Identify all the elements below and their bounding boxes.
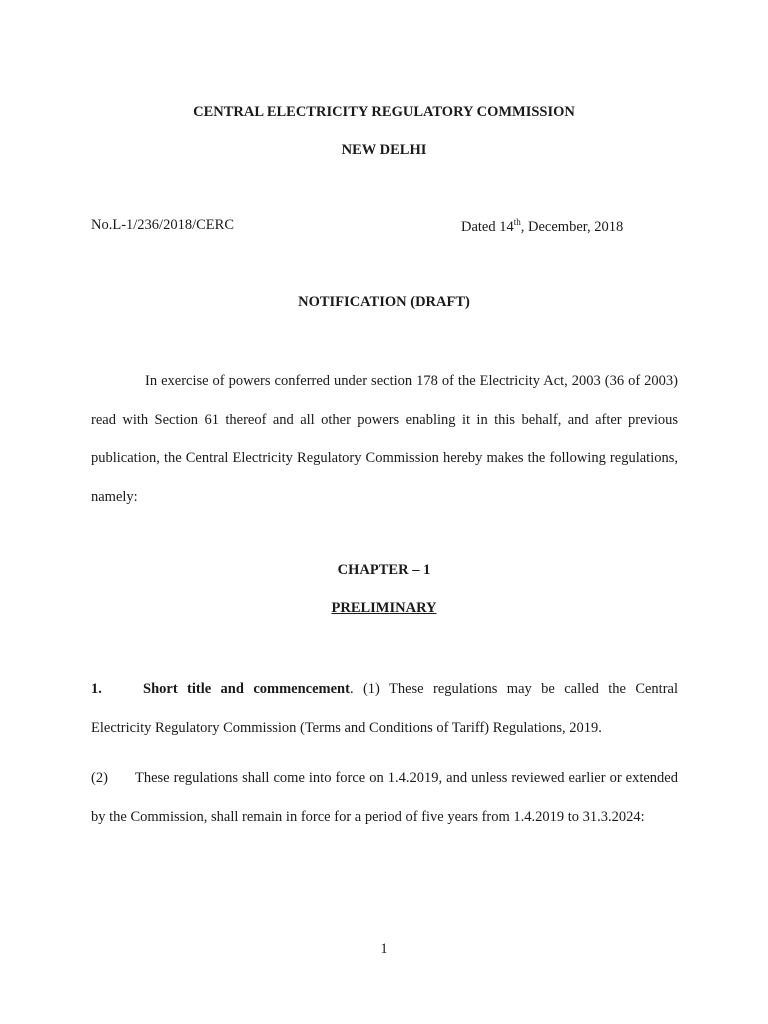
clause-1-text: . (1) These regulations may be called the Central Electricity Regulatory Commission (Terms and Conditions of Tariff) Regulations, 2019.	[91, 681, 678, 736]
section-1-paragraph	[91, 670, 678, 747]
clause-2-paragraph	[91, 759, 678, 836]
chapter-title: PRELIMINARY	[331, 600, 437, 616]
reference-number: No.L-1/236/2018/CERC	[91, 217, 234, 233]
chapter-number: CHAPTER – 1	[337, 562, 431, 578]
date-prefix: Dated 14	[461, 218, 514, 235]
clause-2-text: These regulations shall come into force on 1.4.2019, and unless reviewed earlier or extended by the Commission, shall remain in force for a period of five years from 1.4.2019 to 31.3.2024:	[91, 770, 678, 825]
preamble-paragraph: In exercise of powers conferred under section 178 of the Electricity Act, 2003 (36 of 2003) read with Section 61 thereof and all other powers enabling it in this behalf, and after previous publication, the Central Electricity Regulatory Commission hereby makes the following regulations, namely:	[91, 373, 678, 505]
section-heading: Short title and commencement	[143, 681, 350, 697]
date-ordinal: th	[513, 217, 521, 227]
city-heading: NEW DELHI	[341, 142, 427, 158]
date-suffix: , December, 2018	[520, 218, 624, 235]
notification-date	[461, 217, 623, 236]
section-number: 1.	[91, 681, 102, 697]
notification-title: NOTIFICATION (DRAFT)	[298, 294, 470, 310]
org-heading: CENTRAL ELECTRICITY REGULATORY COMMISSION	[193, 104, 575, 120]
clause-2-number: (2)	[91, 770, 108, 786]
page-number: 1	[380, 941, 388, 957]
